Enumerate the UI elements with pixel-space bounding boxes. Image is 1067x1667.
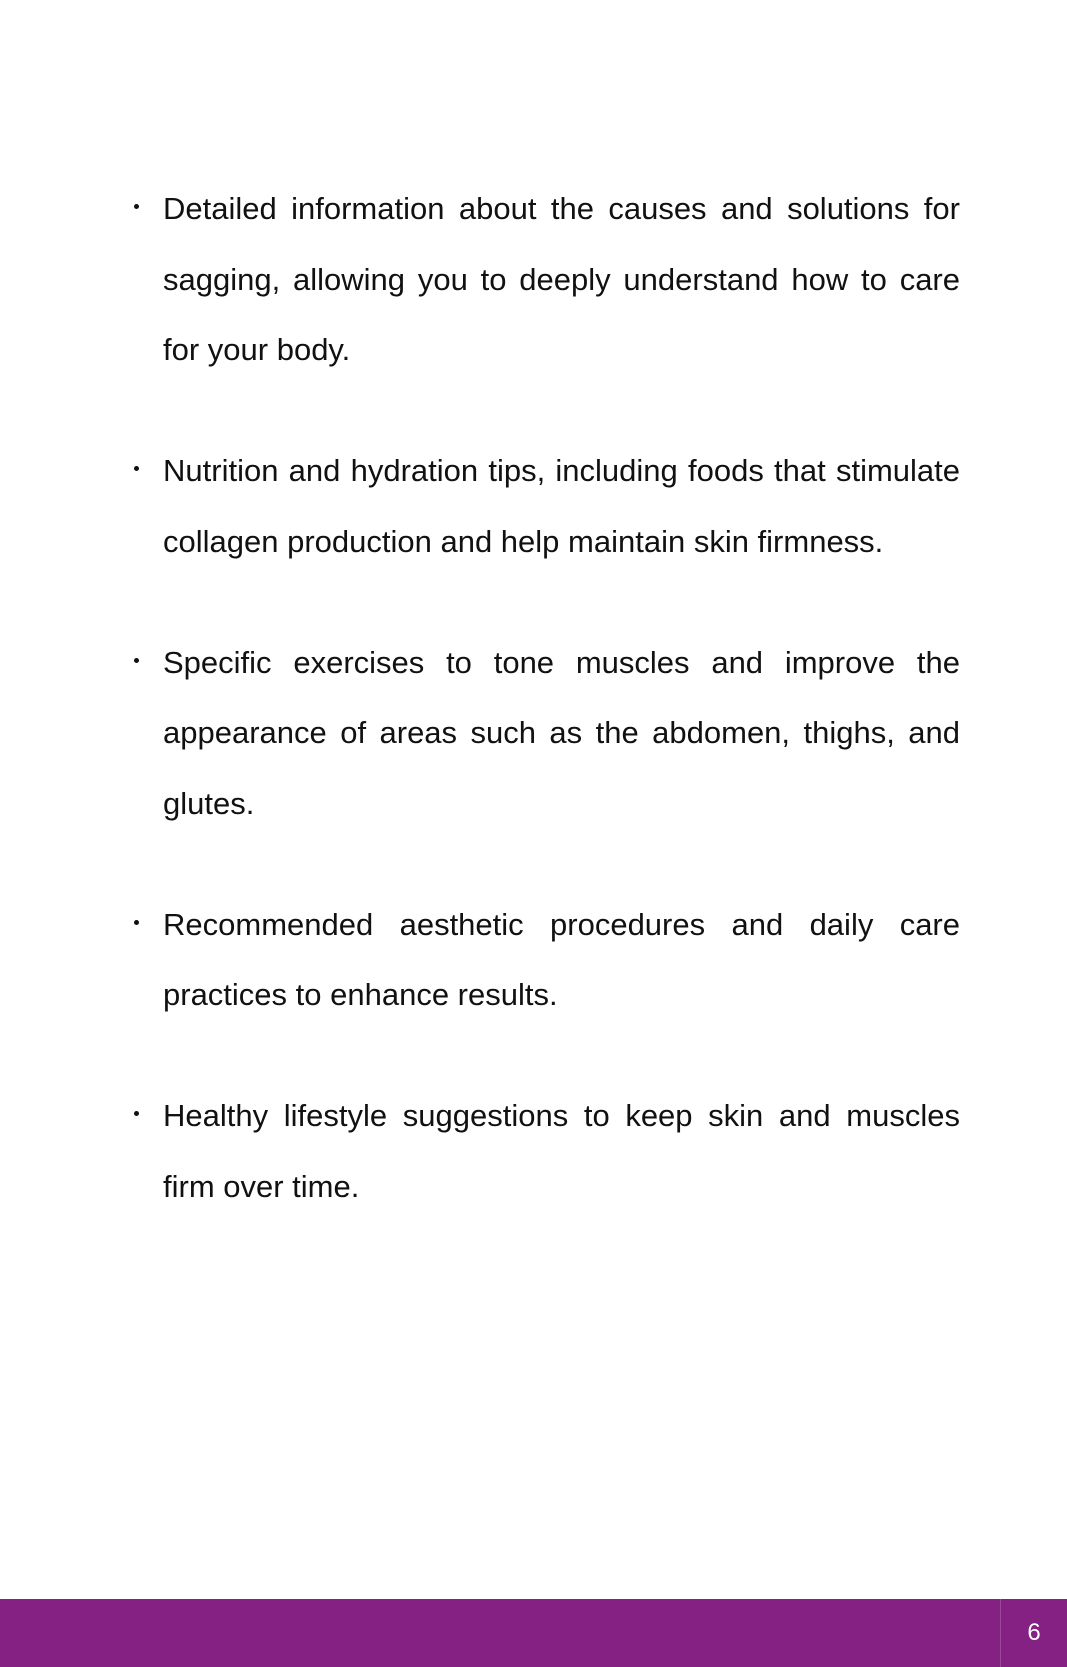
list-item (130, 436, 960, 577)
bullet-icon (134, 466, 139, 471)
list-item (130, 1081, 960, 1222)
bullet-list (130, 191, 960, 1293)
bullet-text: Nutrition and hydration tips, including foods that stimulate collagen production and help maintain skin firmness. (163, 453, 960, 559)
bullet-text: Recommended aesthetic procedures and daily care practices to enhance results. (163, 906, 960, 1013)
footer-bar (0, 1599, 1067, 1667)
bullet-icon (134, 1111, 139, 1116)
page-number: 6 (1027, 1619, 1041, 1646)
list-item (130, 174, 960, 386)
bullet-icon (134, 920, 139, 925)
list-item (130, 628, 960, 840)
bullet-icon (134, 204, 139, 209)
page-number-box (1000, 1599, 1067, 1667)
bullet-text: Healthy lifestyle suggestions to keep skin and muscles firm over time. (163, 1098, 960, 1204)
list-item (130, 890, 960, 1031)
bullet-icon (134, 658, 139, 663)
bullet-text: Detailed information about the causes and solutions for sagging, allowing you to deeply understand how to care for your body. (163, 191, 960, 368)
bullet-text: Specific exercises to tone muscles and improve the appearance of areas such as the abdomen, thighs, and glutes. (163, 644, 960, 821)
